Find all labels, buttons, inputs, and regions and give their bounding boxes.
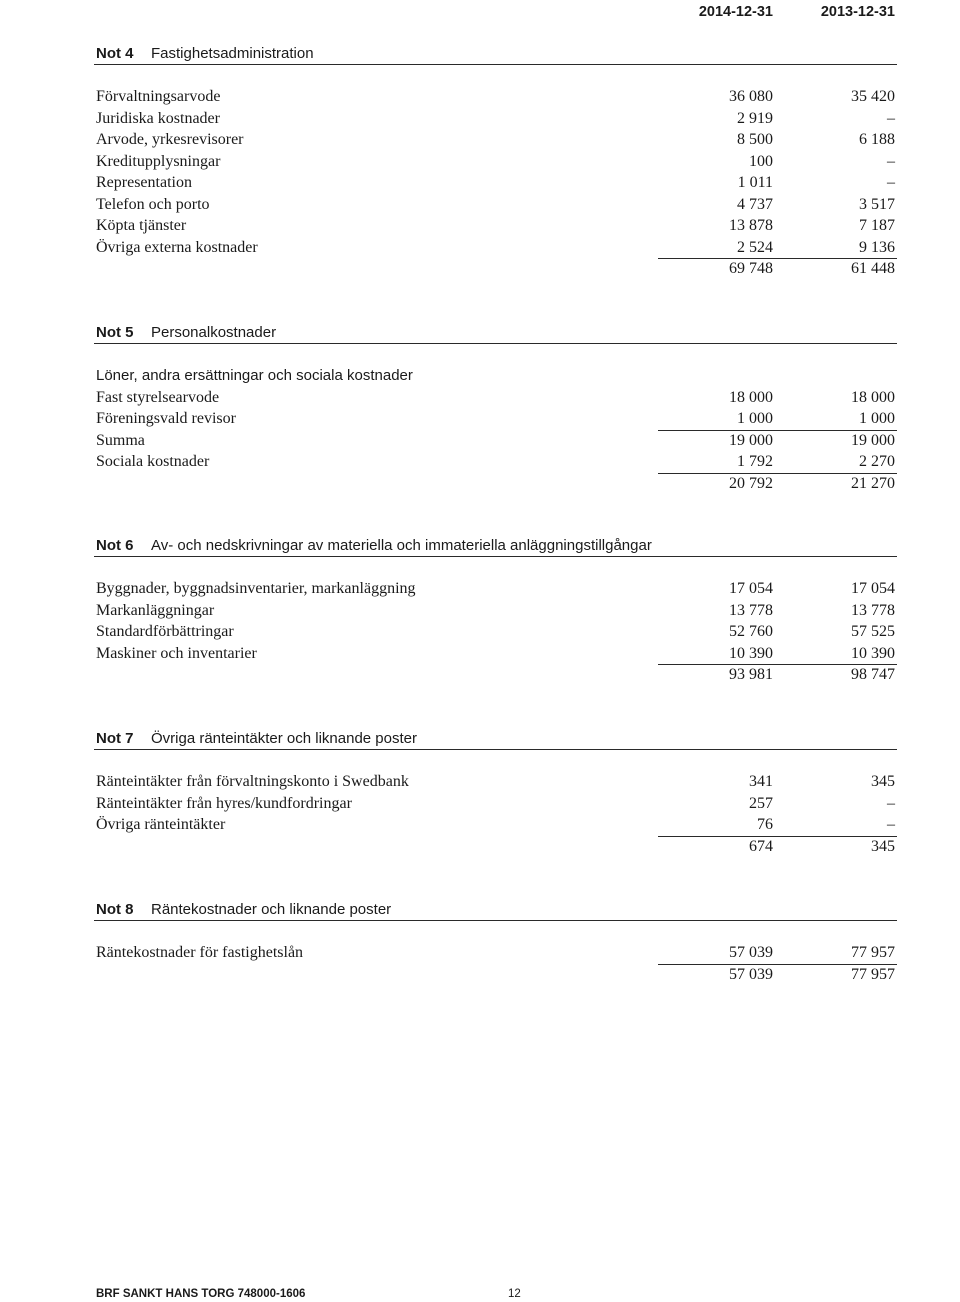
row-label: Föreningsvald revisor	[96, 410, 236, 427]
page-number: 12	[508, 1288, 521, 1300]
table-row	[0, 600, 960, 622]
total-previous: 345	[871, 837, 895, 855]
note-heading	[94, 44, 897, 65]
row-label: Sociala kostnader	[96, 453, 210, 470]
row-label: Kreditupplysningar	[96, 152, 221, 170]
total-previous: 61 448	[851, 260, 895, 277]
row-label: Markanläggningar	[96, 601, 215, 619]
value-previous: 35 420	[851, 88, 895, 105]
value-current: 4 737	[737, 195, 773, 213]
total-previous: 98 747	[851, 666, 895, 683]
value-current: 13 778	[729, 601, 773, 619]
table-row	[0, 621, 960, 643]
value-previous: 13 778	[851, 601, 895, 619]
table-row	[0, 408, 960, 430]
note-8	[0, 900, 960, 985]
table-row	[0, 451, 960, 473]
table-row	[0, 814, 960, 836]
row-subheading: Löner, andra ersättningar och sociala kostnader	[96, 367, 413, 384]
total-current: 674	[749, 837, 773, 855]
table-row	[0, 237, 960, 259]
value-previous: 1 000	[859, 410, 895, 427]
value-previous: 10 390	[851, 644, 895, 662]
note-number: Not 7	[96, 730, 134, 747]
value-current: 257	[749, 794, 773, 812]
value-previous: 345	[871, 773, 895, 790]
sum-rule	[658, 836, 897, 837]
column-header-2013: 2013-12-31	[820, 4, 895, 20]
value-previous: 18 000	[851, 388, 895, 406]
note-number: Not 8	[96, 901, 134, 918]
note-title: Räntekostnader och liknande poster	[151, 901, 392, 918]
value-current: 76	[757, 816, 773, 833]
row-label: Representation	[96, 174, 192, 191]
note-number: Not 4	[96, 45, 134, 62]
subheading-row	[0, 365, 960, 387]
table-row	[0, 172, 960, 194]
table-row	[0, 108, 960, 130]
value-current: 52 760	[729, 623, 773, 640]
value-previous: 7 187	[859, 217, 895, 234]
value-previous: –	[887, 816, 895, 833]
value-previous: –	[887, 794, 895, 812]
row-label: Summa	[96, 431, 145, 449]
value-current: 18 000	[729, 388, 773, 406]
table-row	[0, 194, 960, 216]
note-7	[0, 729, 960, 857]
total-row	[0, 258, 960, 280]
note-4	[0, 44, 960, 280]
note-title: Övriga ränteintäkter och liknande poster	[151, 730, 417, 747]
value-current: 17 054	[729, 580, 773, 597]
note-number: Not 5	[96, 324, 134, 341]
row-label: Övriga externa kostnader	[96, 238, 258, 256]
note-title: Av- och nedskrivningar av materiella och immateriella anläggningstillgångar	[151, 537, 652, 554]
table-row	[0, 771, 960, 793]
note-rows	[0, 578, 960, 686]
note-title: Fastighetsadministration	[151, 45, 314, 62]
row-label: Förvaltningsarvode	[96, 88, 221, 105]
total-current: 93 981	[729, 666, 773, 683]
value-previous: 19 000	[851, 431, 895, 449]
table-row	[0, 942, 960, 964]
value-previous: 57 525	[851, 623, 895, 640]
table-row	[0, 387, 960, 409]
total-current: 57 039	[729, 965, 773, 983]
row-label: Ränteintäkter från hyres/kundfordringar	[96, 794, 352, 812]
row-label: Fast styrelsearvode	[96, 388, 220, 406]
row-label: Köpta tjänster	[96, 217, 187, 234]
note-rows	[0, 942, 960, 985]
note-rows	[0, 771, 960, 857]
note-5	[0, 323, 960, 494]
total-current: 20 792	[729, 474, 773, 492]
value-current: 2 919	[737, 109, 773, 127]
value-previous: 77 957	[851, 944, 895, 961]
row-label: Arvode, yrkesrevisorer	[96, 131, 244, 148]
row-label: Ränteintäkter från förvaltningskonto i Swedbank	[96, 773, 409, 790]
value-previous: 3 517	[859, 195, 895, 213]
value-current: 8 500	[737, 131, 773, 148]
table-row	[0, 793, 960, 815]
note-heading	[94, 536, 897, 557]
note-rows	[0, 365, 960, 494]
value-current: 19 000	[729, 431, 773, 449]
note-heading	[94, 323, 897, 344]
note-heading	[94, 900, 897, 921]
value-current: 1 011	[737, 174, 773, 191]
total-row	[0, 473, 960, 495]
table-row	[0, 151, 960, 173]
value-previous: 6 188	[859, 131, 895, 148]
note-heading	[94, 729, 897, 750]
value-current: 2 524	[737, 238, 773, 256]
row-label: Övriga ränteintäkter	[96, 816, 226, 833]
table-row	[0, 215, 960, 237]
value-current: 13 878	[729, 217, 773, 234]
value-current: 57 039	[729, 944, 773, 961]
note-title: Personalkostnader	[151, 324, 277, 341]
value-current: 1 000	[737, 410, 773, 427]
row-label: Byggnader, byggnadsinventarier, markanläggning	[96, 580, 416, 597]
row-label: Standardförbättringar	[96, 623, 234, 640]
organization-name: BRF SANKT HANS TORG 748000-1606	[96, 1288, 306, 1300]
value-current: 341	[749, 773, 773, 790]
note-rows	[0, 86, 960, 280]
note-number: Not 6	[96, 537, 134, 554]
value-current: 1 792	[737, 453, 773, 470]
total-row	[0, 836, 960, 858]
value-previous: 17 054	[851, 580, 895, 597]
column-header-2014: 2014-12-31	[698, 4, 773, 20]
row-label: Maskiner och inventarier	[96, 644, 257, 662]
table-row	[0, 578, 960, 600]
total-current: 69 748	[729, 260, 773, 277]
page-footer	[0, 1286, 960, 1302]
value-current: 100	[749, 152, 773, 170]
value-previous: –	[887, 152, 895, 170]
value-previous: –	[887, 109, 895, 127]
note-6	[0, 536, 960, 686]
table-row	[0, 86, 960, 108]
row-label: Juridiska kostnader	[96, 109, 220, 127]
value-current: 10 390	[729, 644, 773, 662]
row-label: Räntekostnader för fastighetslån	[96, 944, 304, 961]
subtotal-row	[0, 430, 960, 452]
value-previous: 9 136	[859, 238, 895, 256]
row-label: Telefon och porto	[96, 195, 210, 213]
total-row	[0, 664, 960, 686]
table-row	[0, 129, 960, 151]
value-current: 36 080	[729, 88, 773, 105]
column-headers	[0, 2, 960, 22]
table-row	[0, 643, 960, 665]
value-previous: –	[887, 174, 895, 191]
total-previous: 21 270	[851, 474, 895, 492]
value-previous: 2 270	[859, 453, 895, 470]
total-row	[0, 964, 960, 986]
total-previous: 77 957	[851, 965, 895, 983]
